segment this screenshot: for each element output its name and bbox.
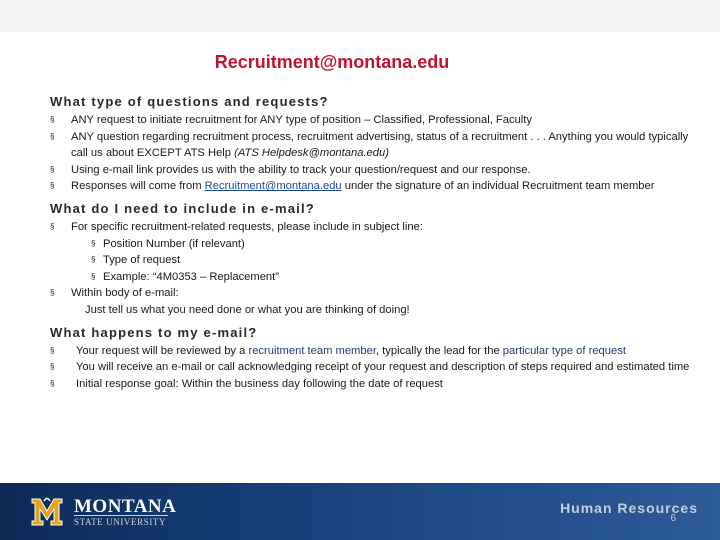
bullet-text: ANY question regarding recruitment process, recruitment advertising, status of a recruitment . . . Anything you would typically call us about EXCEPT ATS Help [71, 130, 689, 160]
department-label: Human Resources [560, 500, 698, 516]
bullet-text: Responses will come from [71, 180, 205, 193]
bullet-marker: § [50, 131, 55, 141]
sub-list-item [91, 236, 690, 253]
email-handling-list [50, 343, 690, 393]
bullet-marker: § [91, 255, 96, 265]
bullet-text: , typically the lead for the [375, 344, 503, 357]
bullet-text: under the signature of an individual Recruitment team member [341, 180, 655, 193]
list-item [50, 343, 690, 360]
list-item [50, 285, 690, 318]
bullet-marker: § [50, 164, 55, 174]
sub-bullet-text: Example: “4M0353 – Replacement” [103, 270, 279, 283]
section-heading-email-contents: What do I need to include in e-mail? [50, 200, 315, 216]
subject-line-sublist [71, 236, 690, 286]
list-item [50, 359, 690, 376]
list-item [50, 178, 690, 195]
section-heading-email-handling: What happens to my e-mail? [50, 324, 258, 340]
bullet-marker: § [50, 288, 55, 298]
sub-list-item [91, 269, 690, 286]
list-item [50, 162, 690, 179]
footer-bar [0, 483, 720, 540]
bullet-marker: § [91, 271, 96, 281]
email-contents-list [50, 219, 690, 319]
msu-m-logo-icon [30, 495, 64, 529]
bullet-text: ANY request to initiate recruitment for ANY type of position – Classified, Professional, Faculty [71, 114, 532, 126]
state-university-wordmark: STATE UNIVERSITY [74, 517, 167, 527]
highlighted-text: particular type of request [502, 344, 626, 357]
body-instruction-note: Just tell us what you need done or what you are thinking of doing! [85, 303, 410, 316]
bullet-text: For specific recruitment-related requests, please include in subject line: [71, 220, 423, 233]
page-number: 6 [670, 513, 676, 524]
list-item [50, 129, 690, 162]
bullet-marker: § [50, 362, 55, 372]
bullet-marker: § [91, 238, 96, 248]
bullet-text: Using e-mail link provides us with the ability to track your question/request and our response. [71, 163, 531, 176]
slide-content [50, 94, 690, 398]
section-heading-question-types: What type of questions and requests? [50, 94, 329, 109]
sub-list-item [91, 252, 690, 269]
bullet-text: Within body of e-mail: [71, 287, 179, 300]
highlighted-text: recruitment team member [248, 344, 376, 357]
bullet-marker: § [50, 221, 55, 231]
bullet-text: You will receive an e-mail or call acknowledging receipt of your request and description of steps required and estimated time [76, 361, 690, 374]
bullet-marker: § [50, 345, 55, 355]
sub-bullet-text: Type of request [103, 254, 181, 267]
sub-bullet-text: Position Number (if relevant) [103, 237, 245, 250]
bullet-marker: § [50, 115, 55, 124]
question-types-list [50, 112, 690, 195]
slide-title: Recruitment@montana.edu [214, 52, 450, 72]
bullet-text: Initial response goal: Within the business day following the date of request [76, 377, 443, 390]
list-item [50, 112, 690, 129]
bullet-text: Your request will be reviewed by a [76, 344, 249, 357]
ats-helpdesk-note: (ATS Helpdesk@montana.edu) [234, 147, 389, 160]
top-band [0, 0, 720, 32]
bullet-marker: § [50, 378, 55, 388]
recruitment-email-link[interactable]: Recruitment@montana.edu [204, 180, 342, 193]
list-item [50, 219, 690, 285]
bullet-marker: § [50, 181, 55, 191]
montana-wordmark: MONTANA [74, 496, 177, 517]
list-item [50, 376, 690, 393]
